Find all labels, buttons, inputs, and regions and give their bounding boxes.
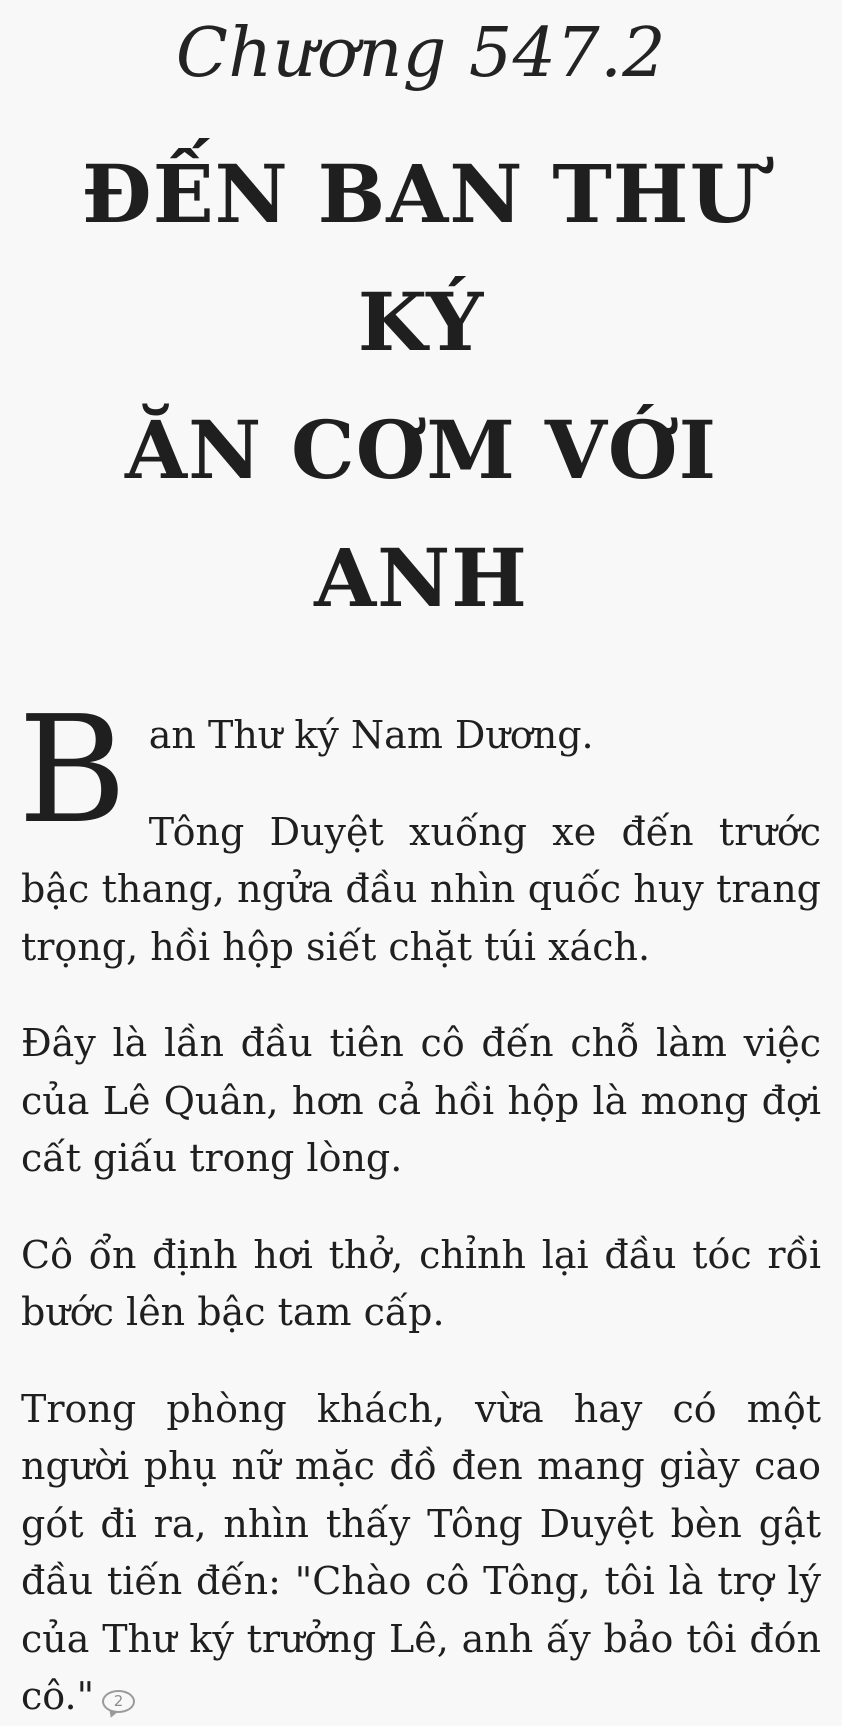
paragraph-2: Tông Duyệt xuống xe đến trước bậc thang, ngửa đầu nhìn quốc huy trang trọng, hồi hộp siết chặt túi xách.	[21, 809, 821, 969]
paragraph-3: Đây là lần đầu tiên cô đến chỗ làm việc của Lê Quân, hơn cả hồi hộp là mong đợi cất giấu trong lòng.	[21, 1021, 821, 1180]
chapter-title-line-2: ĂN CƠM VỚI ANH	[125, 403, 717, 625]
paragraph-1: an Thư ký Nam Dương.	[148, 713, 594, 757]
chapter-body	[18, 684, 821, 1726]
chapter-title-line-1: ĐẾN BAN THƯ KÝ	[81, 147, 761, 369]
paragraph-4: Cô ổn định hơi thở, chỉnh lại đầu tóc rồi bước lên bậc tam cấp.	[21, 1232, 821, 1334]
comment-bubble-icon[interactable]	[102, 1690, 135, 1713]
chapter-number: Chương 547.2	[175, 14, 667, 93]
drop-cap: B	[18, 684, 127, 856]
paragraph-5	[21, 1381, 821, 1726]
paragraph-5-text: Trong phòng khách, vừa hay có một người phụ nữ mặc đồ đen mang giày cao gót đi ra, nhìn thấy Tông Duyệt bèn gật đầu tiến đến: "Chào cô Tông, tôi là trợ lý của Thư ký trưởng Lê, anh ấy bảo tôi đón cô."	[21, 1386, 821, 1718]
comment-count: 2	[113, 1692, 124, 1710]
chapter-title	[21, 130, 821, 642]
